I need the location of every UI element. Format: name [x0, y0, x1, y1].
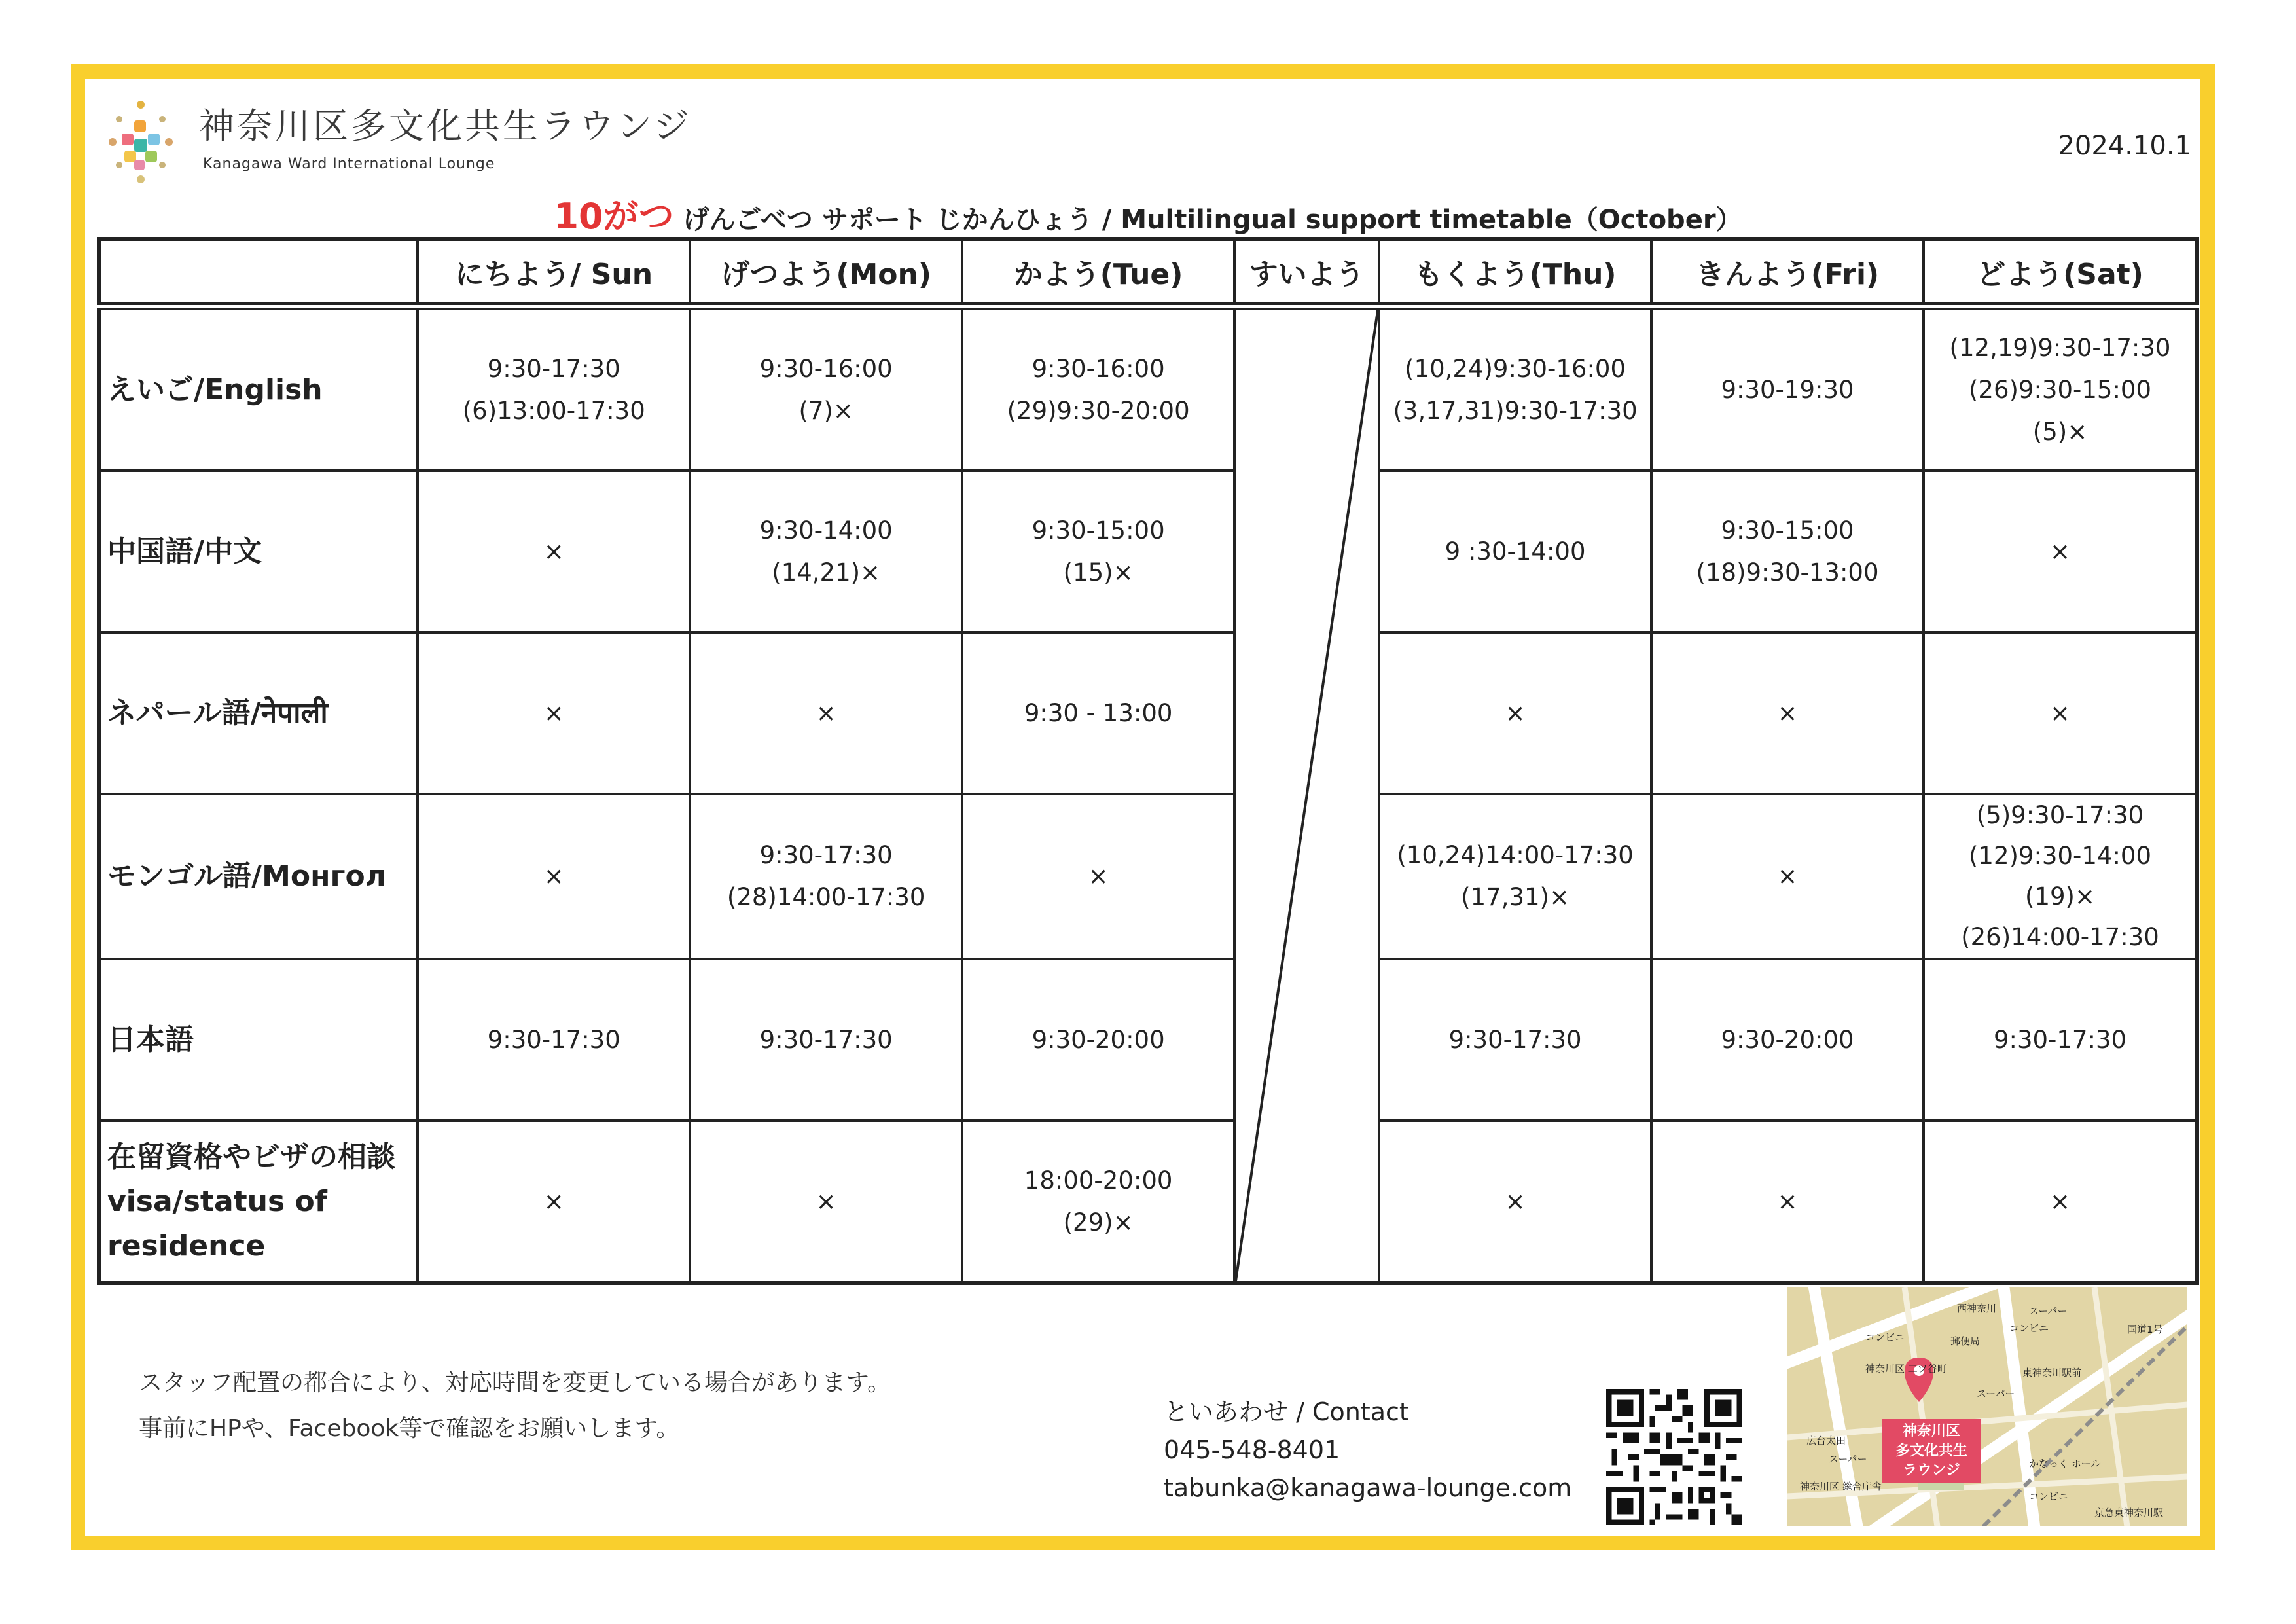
language-label: モンゴル語/Монгол [99, 794, 418, 959]
table-row [99, 471, 2197, 632]
title-month: 10がつ [554, 196, 674, 237]
table-row [99, 959, 2197, 1121]
language-label: えいご/English [99, 306, 418, 471]
cell-fri: × [1651, 632, 1924, 794]
map-label: 東神奈川駅前 [2022, 1367, 2082, 1379]
map-label: コンビニ [1865, 1331, 1905, 1343]
contact-email[interactable]: tabunka@kanagawa-lounge.com [1164, 1473, 1572, 1502]
day-header-sat: どよう(Sat) [1924, 239, 2197, 306]
language-label: 日本語 [99, 959, 418, 1121]
cell-sat: × [1924, 632, 2197, 794]
cell-sat: (5)9:30-17:30 (12)9:30-14:00 (19)× (26)14:00-17:30 [1924, 794, 2197, 959]
map-label: 神奈川区 二ツ谷町 [1865, 1363, 1947, 1375]
map-roads-icon [1787, 1287, 2187, 1526]
cell-sat: × [1924, 1121, 2197, 1283]
cell-thu: × [1379, 632, 1651, 794]
cell-mon: 9:30-14:00 (14,21)× [690, 471, 962, 632]
map-label: 神奈川区 総合庁舎 [1800, 1481, 1882, 1492]
cell-sat: (12,19)9:30-17:30 (26)9:30-15:00 (5)× [1924, 306, 2197, 471]
map-label: 広台太田 [1806, 1435, 1846, 1447]
header-row [99, 239, 2197, 306]
cell-thu: × [1379, 1121, 1651, 1283]
corner-cell [99, 239, 418, 306]
cell-tue: 9:30-15:00 (15)× [962, 471, 1234, 632]
map-pin-label: 神奈川区 多文化共生 ラウンジ [1882, 1419, 1981, 1483]
day-header-mon: げつよう(Mon) [690, 239, 962, 306]
page-title [0, 189, 2296, 239]
table-row [99, 1121, 2197, 1283]
map-label: 国道1号 [2127, 1324, 2163, 1335]
cell-tue: × [962, 794, 1234, 959]
lounge-name-jp: 神奈川区多文化共生ラウンジ [199, 105, 692, 147]
language-label: 在留資格やビザの相談 visa/status of residence [99, 1121, 418, 1283]
cell-thu: (10,24)14:00-17:30 (17,31)× [1379, 794, 1651, 959]
cell-thu: 9 :30-14:00 [1379, 471, 1651, 632]
cell-thu: 9:30-17:30 [1379, 959, 1651, 1121]
cell-sun: × [418, 1121, 690, 1283]
cell-mon: 9:30-16:00 (7)× [690, 306, 962, 471]
closed-slash-icon [1236, 310, 1378, 1281]
cell-fri: 9:30-19:30 [1651, 306, 1924, 471]
map-label: スーパー [1829, 1453, 1867, 1465]
cell-fri: 9:30-15:00 (18)9:30-13:00 [1651, 471, 1924, 632]
cell-fri: × [1651, 794, 1924, 959]
language-label: ネパール語/नेपाली [99, 632, 418, 794]
map-label: 郵便局 [1950, 1335, 1981, 1347]
day-header-fri: きんよう(Fri) [1651, 239, 1924, 306]
cell-tue: 18:00-20:00 (29)× [962, 1121, 1234, 1283]
qr-code-icon[interactable] [1606, 1389, 1742, 1525]
cell-sun: × [418, 471, 690, 632]
contact-phone[interactable]: 045-548-8401 [1164, 1435, 1340, 1464]
cell-sat: 9:30-17:30 [1924, 959, 2197, 1121]
schedule-note [139, 1360, 891, 1452]
note-line: スタッフ配置の都合により、対応時間を変更している場合があります。 [139, 1369, 891, 1396]
contact-block [1164, 1393, 1571, 1507]
cell-fri: × [1651, 1121, 1924, 1283]
map-label: スーパー [1977, 1388, 2015, 1399]
cell-mon: 9:30-17:30 [690, 959, 962, 1121]
map-label: 京急東神奈川駅 [2094, 1507, 2164, 1519]
cell-tue: 9:30-16:00 (29)9:30-20:00 [962, 306, 1234, 471]
cell-sat: × [1924, 471, 2197, 632]
day-header-thu: もくよう(Thu) [1379, 239, 1651, 306]
timetable [97, 237, 2199, 1285]
cell-sun: × [418, 794, 690, 959]
note-line: 事前にHPや、Facebook等で確認をお願いします。 [139, 1415, 680, 1442]
cell-mon: 9:30-17:30 (28)14:00-17:30 [690, 794, 962, 959]
location-map[interactable] [1787, 1287, 2187, 1526]
wednesday-closed-cell [1234, 306, 1379, 1283]
cell-fri: 9:30-20:00 [1651, 959, 1924, 1121]
title-text: げんごべつ サポート じかんひょう / Multilingual support timetable（October） [673, 205, 1742, 235]
issue-date: 2024.10.1 [2058, 131, 2191, 161]
contact-label: といあわせ / Contact [1164, 1398, 1409, 1426]
day-header-wed: すいよう [1234, 239, 1379, 306]
day-header-sun: にちよう/ Sun [418, 239, 690, 306]
table-row [99, 306, 2197, 471]
cell-mon: × [690, 632, 962, 794]
map-label: コンビニ [2029, 1490, 2069, 1502]
day-header-tue: かよう(Tue) [962, 239, 1234, 306]
table-row [99, 794, 2197, 959]
cell-tue: 9:30-20:00 [962, 959, 1234, 1121]
cell-sun: 9:30-17:30 [418, 959, 690, 1121]
cell-sun: 9:30-17:30 (6)13:00-17:30 [418, 306, 690, 471]
cell-tue: 9:30 - 13:00 [962, 632, 1234, 794]
map-label: コンビニ [2009, 1322, 2049, 1334]
map-label: スーパー [2029, 1305, 2068, 1317]
cell-mon: × [690, 1121, 962, 1283]
lounge-logo-icon [105, 98, 177, 187]
lounge-name-en: Kanagawa Ward International Lounge [203, 156, 495, 172]
map-label: かなっく ホール [2029, 1458, 2101, 1470]
table-row [99, 632, 2197, 794]
language-label: 中国語/中文 [99, 471, 418, 632]
cell-sun: × [418, 632, 690, 794]
cell-thu: (10,24)9:30-16:00 (3,17,31)9:30-17:30 [1379, 306, 1651, 471]
map-label: 西神奈川 [1957, 1303, 1997, 1314]
